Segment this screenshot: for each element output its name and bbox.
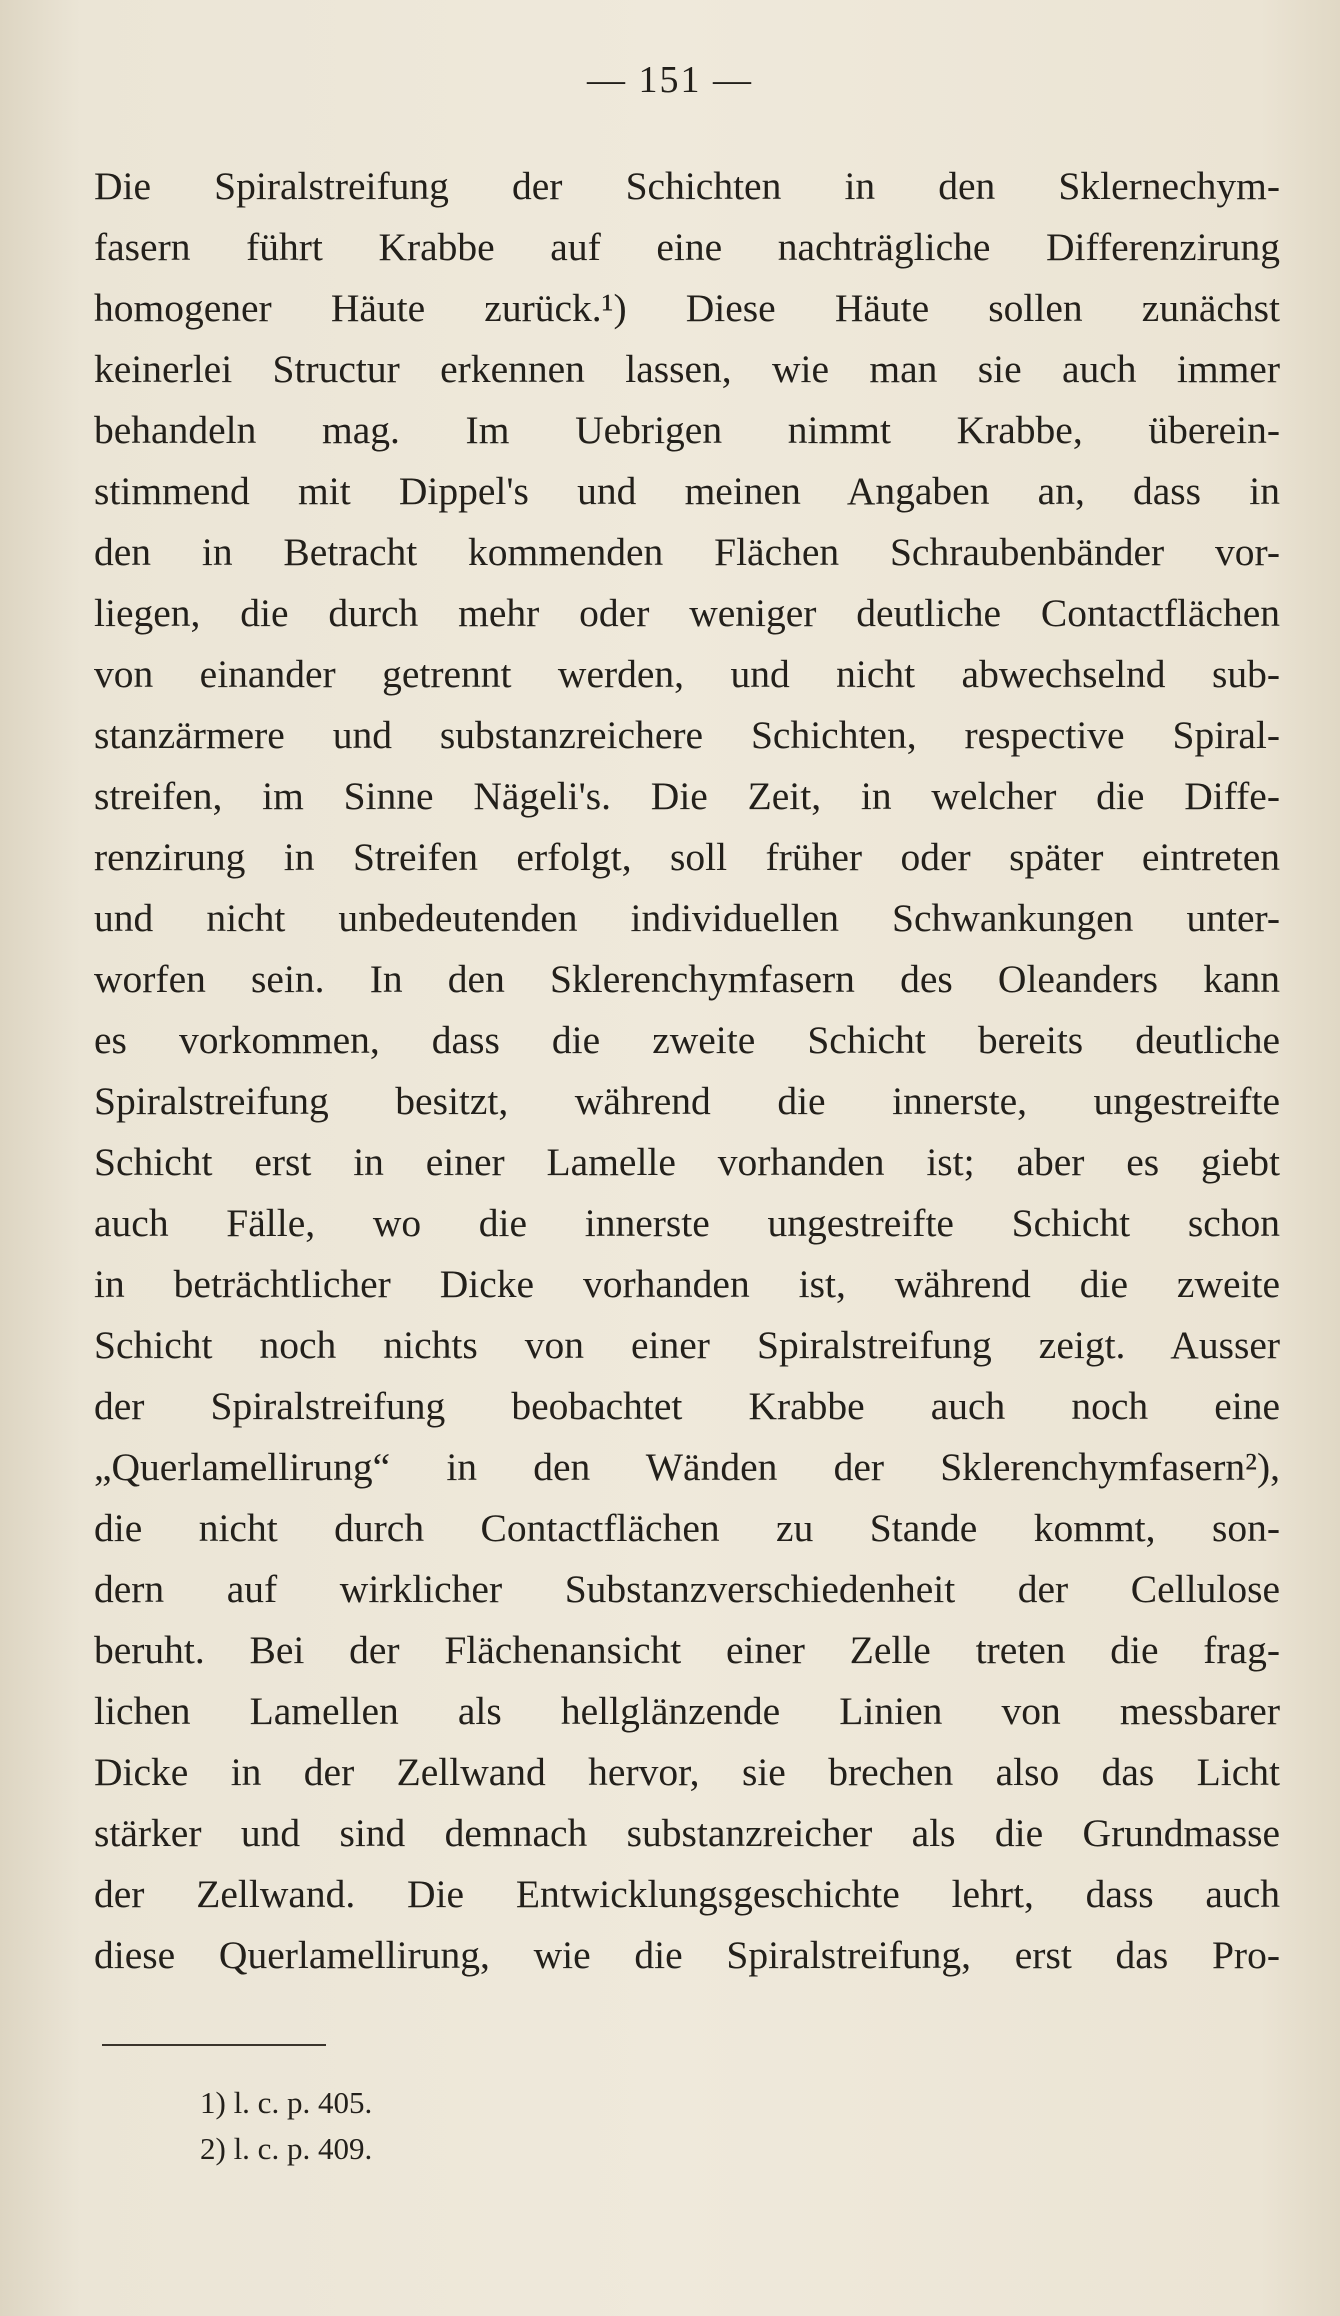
body-text — [94, 156, 1280, 1986]
footnote-divider — [102, 2044, 326, 2046]
text-line: dern auf wirklicher Substanzverschiedenheit der Cellulose — [94, 1567, 1280, 1611]
text-line: in beträchtlicher Dicke vorhanden ist, während die zweite — [94, 1262, 1280, 1306]
text-line: fasern führt Krabbe auf eine nachträgliche Differenzirung — [94, 225, 1280, 269]
text-line: der Zellwand. Die Entwicklungsgeschichte lehrt, dass auch — [94, 1872, 1280, 1916]
text-line: Schicht noch nichts von einer Spiralstreifung zeigt. Ausser — [94, 1323, 1280, 1367]
text-line: von einander getrennt werden, und nicht abwechselnd sub- — [94, 652, 1280, 696]
text-line: Spiralstreifung besitzt, während die innerste, ungestreifte — [94, 1079, 1280, 1123]
text-line: liegen, die durch mehr oder weniger deutliche Contactflächen — [94, 591, 1280, 635]
text-line: es vorkommen, dass die zweite Schicht bereits deutliche — [94, 1018, 1280, 1062]
text-line: beruht. Bei der Flächenansicht einer Zelle treten die frag- — [94, 1628, 1280, 1672]
text-line: keinerlei Structur erkennen lassen, wie man sie auch immer — [94, 347, 1280, 391]
footnotes — [200, 2080, 372, 2172]
text-line: auch Fälle, wo die innerste ungestreifte Schicht schon — [94, 1201, 1280, 1245]
text-line: Die Spiralstreifung der Schichten in den Sklernechym- — [94, 164, 1280, 208]
page-number: — 151 — — [587, 59, 753, 101]
text-line: stimmend mit Dippel's und meinen Angaben an, dass in — [94, 469, 1280, 513]
footnote-2: 2) l. c. p. 409. — [200, 2131, 373, 2166]
text-line: den in Betracht kommenden Flächen Schraubenbänder vor- — [94, 530, 1280, 574]
text-line: homogener Häute zurück.¹) Diese Häute sollen zunächst — [94, 286, 1280, 330]
text-line: streifen, im Sinne Nägeli's. Die Zeit, in welcher die Diffe- — [94, 774, 1280, 818]
text-line: worfen sein. In den Sklerenchymfasern des Oleanders kann — [94, 957, 1280, 1001]
text-line: Dicke in der Zellwand hervor, sie brechen also das Licht — [94, 1750, 1280, 1794]
text-line: stanzärmere und substanzreichere Schichten, respective Spiral- — [94, 713, 1280, 757]
text-line: stärker und sind demnach substanzreicher als die Grundmasse — [94, 1811, 1280, 1855]
text-line: und nicht unbedeutenden individuellen Schwankungen unter- — [94, 896, 1280, 940]
text-line: diese Querlamellirung, wie die Spiralstreifung, erst das Pro- — [94, 1933, 1280, 1977]
text-line: Schicht erst in einer Lamelle vorhanden ist; aber es giebt — [94, 1140, 1280, 1184]
text-line: lichen Lamellen als hellglänzende Linien von messbarer — [94, 1689, 1280, 1733]
text-line: die nicht durch Contactflächen zu Stande kommt, son- — [94, 1506, 1280, 1550]
text-line: renzirung in Streifen erfolgt, soll früher oder später eintreten — [94, 835, 1280, 879]
text-line: der Spiralstreifung beobachtet Krabbe auch noch eine — [94, 1384, 1280, 1428]
footnote-1: 1) l. c. p. 405. — [200, 2085, 373, 2120]
text-line: „Querlamellirung“ in den Wänden der Sklerenchymfasern²), — [94, 1445, 1280, 1489]
text-line: behandeln mag. Im Uebrigen nimmt Krabbe, überein- — [94, 408, 1280, 452]
